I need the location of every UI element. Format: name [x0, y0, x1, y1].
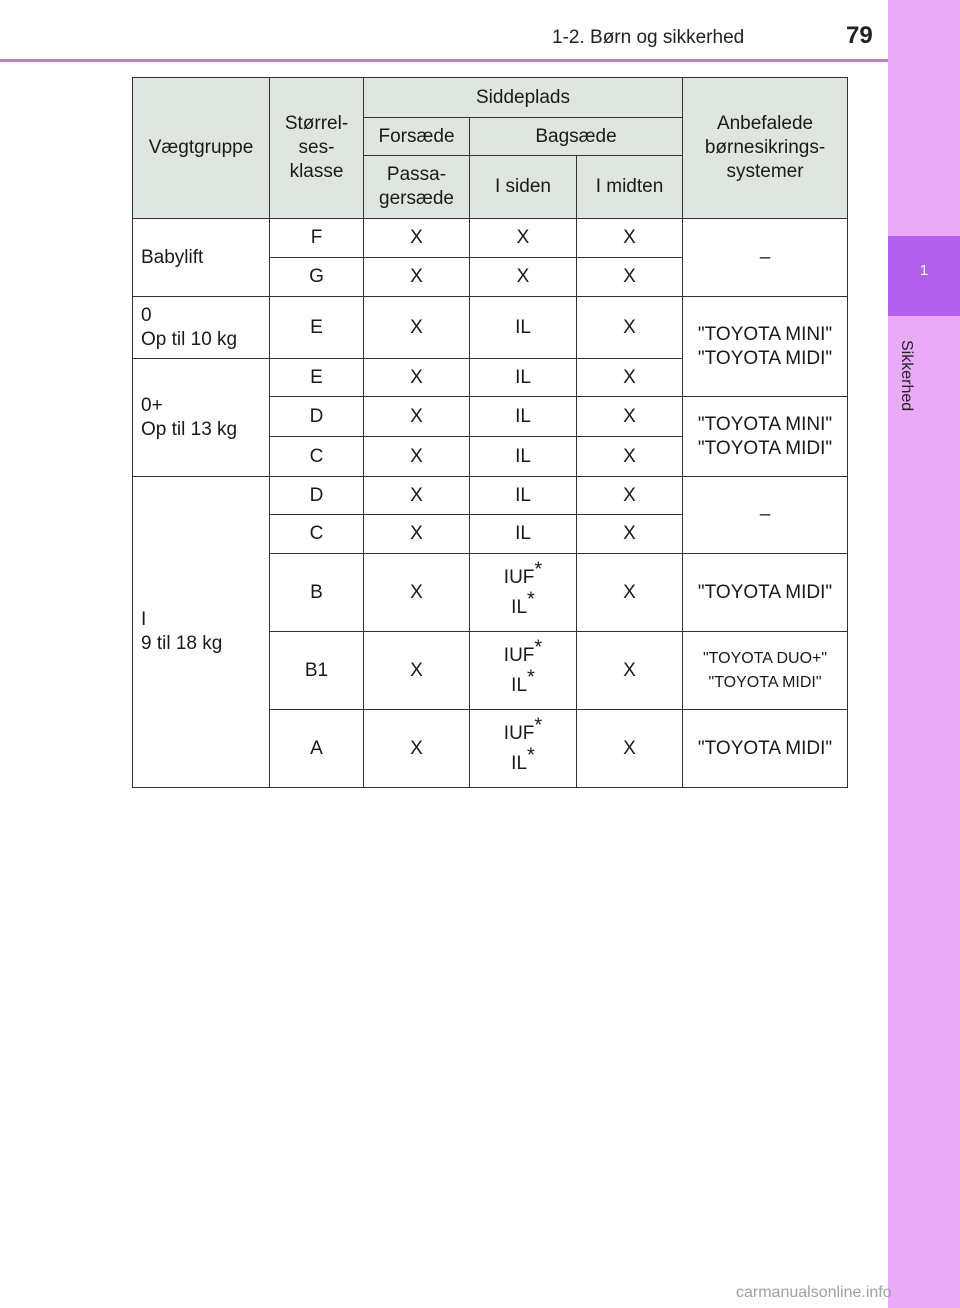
- footnote-mark: *: [534, 558, 543, 581]
- header-seating: Siddeplads: [364, 78, 683, 118]
- header-passenger-seat: Passa- gersæde: [364, 156, 470, 219]
- outer-cell: X: [470, 219, 577, 258]
- header-middle: I midten: [577, 156, 683, 219]
- footnote-mark: *: [527, 744, 535, 767]
- outer-value-a: IUF: [503, 644, 535, 666]
- recommended-cell: "TOYOTA DUO+" "TOYOTA MIDI": [683, 632, 848, 710]
- header-front-seat: Forsæde: [364, 118, 470, 156]
- section-title: 1-2. Børn og sikkerhed: [552, 27, 745, 48]
- passenger-cell: X: [364, 297, 470, 359]
- table-row: [133, 219, 848, 258]
- outer-cell: [470, 710, 577, 788]
- outer-cell: X: [470, 258, 577, 297]
- outer-cell: [470, 632, 577, 710]
- chapter-tab[interactable]: [888, 236, 960, 316]
- header-weight-group: Vægtgruppe: [133, 78, 270, 219]
- outer-value-a: IUF: [503, 722, 535, 744]
- header-rear-seat: Bagsæde: [470, 118, 683, 156]
- passenger-cell: X: [364, 632, 470, 710]
- size-cell: D: [270, 477, 364, 515]
- weight-group-cell: I 9 til 18 kg: [133, 477, 270, 788]
- middle-cell: X: [577, 219, 683, 258]
- header-outer: I siden: [470, 156, 577, 219]
- middle-cell: X: [577, 359, 683, 397]
- recommended-cell: "TOYOTA MINI" "TOYOTA MIDI": [683, 397, 848, 477]
- size-cell: F: [270, 219, 364, 258]
- size-cell: E: [270, 297, 364, 359]
- middle-cell: X: [577, 258, 683, 297]
- passenger-cell: X: [364, 554, 470, 632]
- footnote-mark: *: [534, 636, 543, 659]
- outer-value-b: IL: [511, 752, 528, 774]
- child-seat-table: [132, 77, 848, 788]
- outer-cell: IL: [470, 297, 577, 359]
- weight-group-cell: 0+ Op til 13 kg: [133, 359, 270, 477]
- size-cell: C: [270, 437, 364, 477]
- table-row: [133, 297, 848, 359]
- middle-cell: X: [577, 437, 683, 477]
- outer-cell: [470, 554, 577, 632]
- passenger-cell: X: [364, 710, 470, 788]
- header-recommended: Anbefalede børnesikrings- systemer: [683, 78, 848, 219]
- outer-cell: IL: [470, 397, 577, 437]
- outer-cell: IL: [470, 477, 577, 515]
- footnote-mark: *: [527, 666, 535, 689]
- size-cell: B1: [270, 632, 364, 710]
- recommended-cell: –: [683, 477, 848, 554]
- passenger-cell: X: [364, 219, 470, 258]
- middle-cell: X: [577, 554, 683, 632]
- watermark: carmanualsonline.info: [736, 1284, 892, 1301]
- outer-value-b: IL: [511, 674, 528, 696]
- size-cell: A: [270, 710, 364, 788]
- size-cell: E: [270, 359, 364, 397]
- middle-cell: X: [577, 477, 683, 515]
- size-cell: D: [270, 397, 364, 437]
- weight-group-cell: 0 Op til 10 kg: [133, 297, 270, 359]
- weight-group-cell: Babylift: [133, 219, 270, 297]
- header-rule: [0, 59, 888, 62]
- passenger-cell: X: [364, 258, 470, 297]
- passenger-cell: X: [364, 437, 470, 477]
- size-cell: G: [270, 258, 364, 297]
- size-cell: B: [270, 554, 364, 632]
- size-cell: C: [270, 515, 364, 554]
- footnote-mark: *: [527, 588, 535, 611]
- outer-cell: IL: [470, 359, 577, 397]
- table-row: [133, 477, 848, 515]
- outer-cell: IL: [470, 437, 577, 477]
- middle-cell: X: [577, 297, 683, 359]
- passenger-cell: X: [364, 359, 470, 397]
- header-size-class: Størrel- ses- klasse: [270, 78, 364, 219]
- outer-value-b: IL: [511, 596, 528, 618]
- chapter-number: 1: [919, 262, 929, 279]
- recommended-cell: "TOYOTA MIDI": [683, 710, 848, 788]
- page-number: 79: [846, 22, 873, 49]
- footnote-mark: *: [534, 714, 543, 737]
- middle-cell: X: [577, 710, 683, 788]
- middle-cell: X: [577, 397, 683, 437]
- passenger-cell: X: [364, 477, 470, 515]
- chapter-sidebar: [888, 0, 960, 1308]
- recommended-cell: "TOYOTA MINI" "TOYOTA MIDI": [683, 297, 848, 397]
- outer-cell: IL: [470, 515, 577, 554]
- middle-cell: X: [577, 632, 683, 710]
- recommended-cell: –: [683, 219, 848, 297]
- passenger-cell: X: [364, 397, 470, 437]
- recommended-cell: "TOYOTA MIDI": [683, 554, 848, 632]
- outer-value-a: IUF: [503, 566, 535, 588]
- middle-cell: X: [577, 515, 683, 554]
- passenger-cell: X: [364, 515, 470, 554]
- chapter-label: Sikkerhed: [898, 340, 915, 412]
